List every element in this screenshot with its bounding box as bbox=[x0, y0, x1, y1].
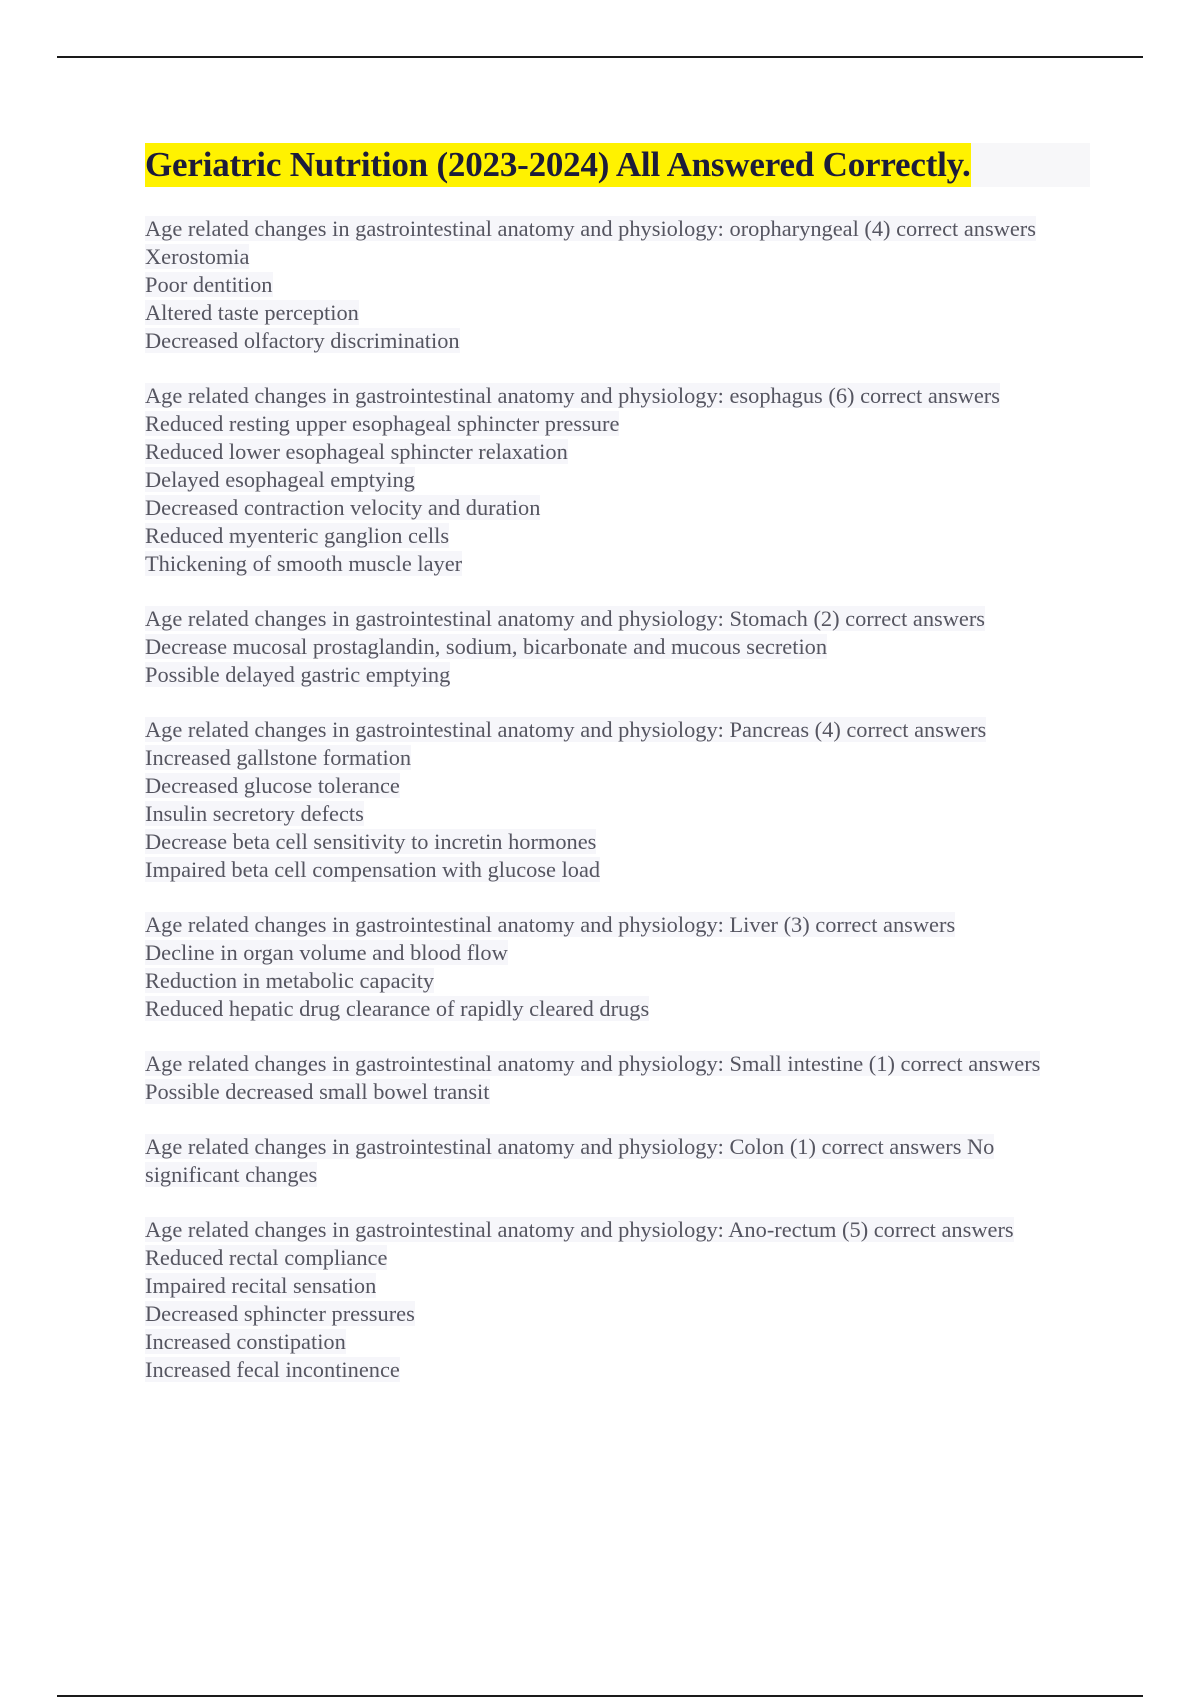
answer-item: Decreased glucose tolerance bbox=[145, 773, 400, 798]
answer-item: Decrease mucosal prostaglandin, sodium, bicarbonate and mucous secretion bbox=[145, 634, 828, 659]
question-text: Age related changes in gastrointestinal anatomy and physiology: esophagus (6) correct answers bbox=[145, 383, 1000, 408]
answer-item: Possible delayed gastric emptying bbox=[145, 662, 451, 687]
qa-entry-small-intestine bbox=[145, 1050, 1090, 1106]
header-rule bbox=[57, 56, 1143, 58]
question-text: Age related changes in gastrointestinal anatomy and physiology: oropharyngeal (4) correct answers Xerostomia bbox=[145, 216, 1036, 269]
answer-item: Reduced hepatic drug clearance of rapidly cleared drugs bbox=[145, 996, 650, 1021]
answer-item: Reduced resting upper esophageal sphincter pressure bbox=[145, 411, 620, 436]
title-bar bbox=[145, 143, 1090, 187]
qa-entry-liver bbox=[145, 911, 1090, 1023]
question-text: Age related changes in gastrointestinal anatomy and physiology: Colon (1) correct answers No significant changes bbox=[145, 1134, 995, 1187]
answer-item: Increased fecal incontinence bbox=[145, 1357, 400, 1382]
answer-item: Reduced lower esophageal sphincter relaxation bbox=[145, 439, 568, 464]
answer-item: Thickening of smooth muscle layer bbox=[145, 551, 463, 576]
answer-item: Poor dentition bbox=[145, 272, 273, 297]
qa-entry-oropharyngeal bbox=[145, 215, 1090, 355]
question-text: Age related changes in gastrointestinal anatomy and physiology: Stomach (2) correct answers bbox=[145, 606, 986, 631]
answer-item: Decreased olfactory discrimination bbox=[145, 328, 460, 353]
answer-item: Decline in organ volume and blood flow bbox=[145, 940, 508, 965]
qa-entry-colon bbox=[145, 1133, 1090, 1189]
qa-entry-esophagus bbox=[145, 382, 1090, 578]
question-text: Age related changes in gastrointestinal anatomy and physiology: Ano-rectum (5) correct answers bbox=[145, 1217, 1014, 1242]
question-text: Age related changes in gastrointestinal anatomy and physiology: Small intestine (1) correct answers Possible decreased small bowel transit bbox=[145, 1051, 1041, 1104]
footer-rule bbox=[57, 1695, 1143, 1697]
answer-item: Increased constipation bbox=[145, 1329, 346, 1354]
answer-item: Decreased sphincter pressures bbox=[145, 1301, 415, 1326]
question-text: Age related changes in gastrointestinal anatomy and physiology: Pancreas (4) correct answers bbox=[145, 717, 987, 742]
question-text: Age related changes in gastrointestinal anatomy and physiology: Liver (3) correct answers bbox=[145, 912, 956, 937]
answer-item: Altered taste perception bbox=[145, 300, 359, 325]
answer-item: Decreased contraction velocity and duration bbox=[145, 495, 541, 520]
qa-entry-stomach bbox=[145, 605, 1090, 689]
answer-item: Impaired beta cell compensation with glucose load bbox=[145, 857, 601, 882]
answer-item: Increased gallstone formation bbox=[145, 745, 412, 770]
answer-item: Insulin secretory defects bbox=[145, 801, 364, 826]
answer-item: Delayed esophageal emptying bbox=[145, 467, 415, 492]
document-body bbox=[145, 143, 1090, 1411]
answer-item: Impaired recital sensation bbox=[145, 1273, 377, 1298]
answer-item: Reduced rectal compliance bbox=[145, 1245, 388, 1270]
qa-entry-pancreas bbox=[145, 716, 1090, 884]
answer-item: Decrease beta cell sensitivity to incretin hormones bbox=[145, 829, 597, 854]
document-title: Geriatric Nutrition (2023-2024) All Answered Correctly. bbox=[145, 143, 971, 187]
qa-entry-ano-rectum bbox=[145, 1216, 1090, 1384]
answer-item: Reduction in metabolic capacity bbox=[145, 968, 435, 993]
answer-item: Reduced myenteric ganglion cells bbox=[145, 523, 450, 548]
